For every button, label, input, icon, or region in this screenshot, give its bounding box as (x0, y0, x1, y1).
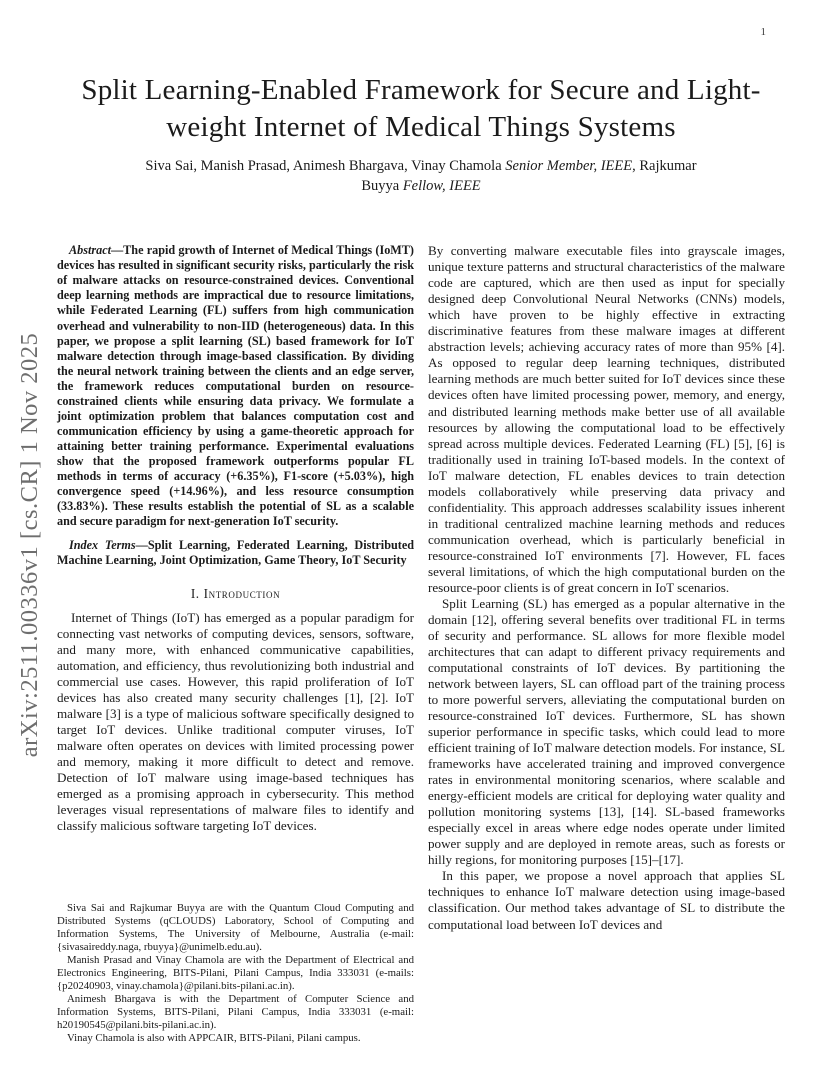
abstract-text: —The rapid growth of Internet of Medical Things (IoMT) devices has resulted in significant security risks, particularly the risk of malware attacks on resource-constrained devices. Conventional deep learning methods are impractical due to resource limitations, while Federated Learning (FL) suffers from high communication overhead and vulnerability to non-IID (heterogeneous) data. In this paper, we propose a split learning (SL) based framework for IoT malware detection through image-based classification. By dividing the neural network training between the clients and an edge server, the framework reduces computational burden on resource-constrained clients while ensuring data privacy. We formulate a joint optimization problem that balances computation cost and communication efficiency by using a game-theoretic approach for attaining better training performance. Experimental evaluations show that the proposed framework outperforms popular FL methods in terms of accuracy (+6.35%), F1-score (+5.03%), high convergence speed (+14.96%), and less resource consumption (33.83%). These results establish the potential of SL as a scalable and secure paradigm for next-generation IoT security. (57, 243, 414, 529)
footnote-paragraph: Animesh Bhargava is with the Department of Computer Science and Information Systems, BITS-Pilani, Pilani Campus, India 333031 (e-mail: h20190545@pilani.bits-pilani.ac.in). (57, 992, 414, 1032)
introduction-right-paragraphs (428, 243, 785, 932)
author-segment: , Rajkumar Buyya (361, 158, 697, 194)
paper-content (57, 72, 785, 1045)
left-column (57, 243, 414, 1045)
author-line (125, 157, 717, 196)
footnote-paragraph: Manish Prasad and Vinay Chamola are with the Department of Electrical and Electronics Engineering, BITS-Pilani, Pilani Campus, India 333031 (e-mails: {p20240903, vinay.chamola}@pilani.bits-pilani.ac.in). (57, 953, 414, 992)
abstract-label: Abstract (69, 243, 111, 258)
author-segment: Fellow, IEEE (402, 177, 481, 194)
paper-title: Split Learning-Enabled Framework for Secure and Light-weight Internet of Medical Things Systems (81, 74, 761, 143)
author-segment: Siva Sai, Manish Prasad, Animesh Bhargava, Vinay Chamola (145, 158, 506, 175)
author-footnotes (57, 892, 414, 1046)
body-paragraph: In this paper, we propose a novel approach that applies SL techniques to enhance IoT malware detection using image-based classification. Our method takes advantage of SL to distribute the computational load between IoT devices and (428, 868, 785, 932)
body-paragraph: Split Learning (SL) has emerged as a popular alternative in the domain [12], offering several benefits over traditional FL in terms of security and performance. SL allows for more flexible model architectures that can adapt to different privacy requirements and computational constraints of IoT devices. By partitioning the network between layers, SL can offload part of the training process to more powerful servers, alleviating the computational burden on resource-constrained IoT devices. Furthermore, SL has shown superior performance in specific tasks, which could lead to more efficient training of IoT malware detection models. For instance, SL frameworks have accelerated training and improved convergence rates in environmental monitoring scenarios, where scalable and energy-efficient models are critical for deploying water quality and pollution monitoring systems [13], [14]. SL-based frameworks especially excel in areas where edge nodes operate under limited power supply and are deployed in remote areas, such as forests or hilly regions, for monitoring purposes [15]–[17]. (428, 595, 785, 868)
two-column-body (57, 243, 785, 1045)
index-terms-label: Index Terms (69, 538, 136, 553)
introduction-left-paragraphs (57, 610, 414, 834)
section-heading-introduction: I. Introduction (190, 585, 281, 601)
arxiv-watermark: arXiv:2511.00336v1 [cs.CR] 1 Nov 2025 (16, 332, 43, 758)
body-paragraph: By converting malware executable files into grayscale images, unique texture patterns and structural characteristics of the malware code are captured, which are then used as input for specially designed deep Convolutional Neural Networks (CNNs) models, which have proven to be highly effective in extracting discriminative features from these malware images at different abstraction levels; achieving accuracy rates of more than 95% [4]. As opposed to regular deep learning techniques, distributed learning methods are much better suited for IoT devices since these devices often have limited processing power, memory, and energy, and distributed learning methods make better use of all available resources by allowing the computational load to be effectively spread across multiple devices. Federated Learning (FL) [5], [6] is traditionally used in training IoT-based models. In the context of IoT malware detection, FL enables devices to train detection models collaboratively while preserving data privacy and confidentiality. This approach addresses scalability issues inherent in traditional centralized machine learning methods and reduces communication overhead, which is particularly beneficial in resource-constrained IoT environments [7]. However, FL faces several limitations, of which the high computational burden on the resource-poor clients is of great concern in IoT scenarios. (428, 243, 785, 595)
page-number: 1 (760, 26, 766, 38)
index-terms-text: —Split Learning, Federated Learning, Distributed Machine Learning, Joint Optimization, Game Theory, IoT Security (57, 538, 415, 568)
body-paragraph: Internet of Things (IoT) has emerged as a popular paradigm for connecting vast networks of computing devices, sensors, software, and many more, with enhanced communicative capabilities, automation, and efficiency, thus revolutionizing both industrial and commercial use cases. However, this rapid proliferation of IoT devices has also created many security challenges [1], [2]. IoT malware [3] is a type of malicious software specifically designed to target IoT devices. Unlike traditional computer viruses, IoT malware often operates on devices with limited processing power and memory, making it more difficult to detect and remove. Detection of IoT malware using image-based techniques has emerged as a promising approach in cybersecurity. This method leverages visual representations of malware files to identify and classify malicious software targeting IoT devices. (57, 609, 414, 833)
footnote-paragraph: Siva Sai and Rajkumar Buyya are with the Quantum Cloud Computing and Distributed Systems (qCLOUDS) Laboratory, School of Computing and Information Systems, The University of Melbourne, Australia (e-mail: {sivasaireddy.naga, rbuyya}@unimelb.edu.au). (57, 901, 414, 953)
abstract-paragraph (57, 243, 414, 529)
right-column (428, 243, 785, 1045)
index-terms-paragraph (57, 538, 414, 568)
author-segment: Senior Member, IEEE (505, 158, 633, 175)
footnote-paragraph: Vinay Chamola is also with APPCAIR, BITS-Pilani, Pilani campus. (67, 1032, 361, 1045)
